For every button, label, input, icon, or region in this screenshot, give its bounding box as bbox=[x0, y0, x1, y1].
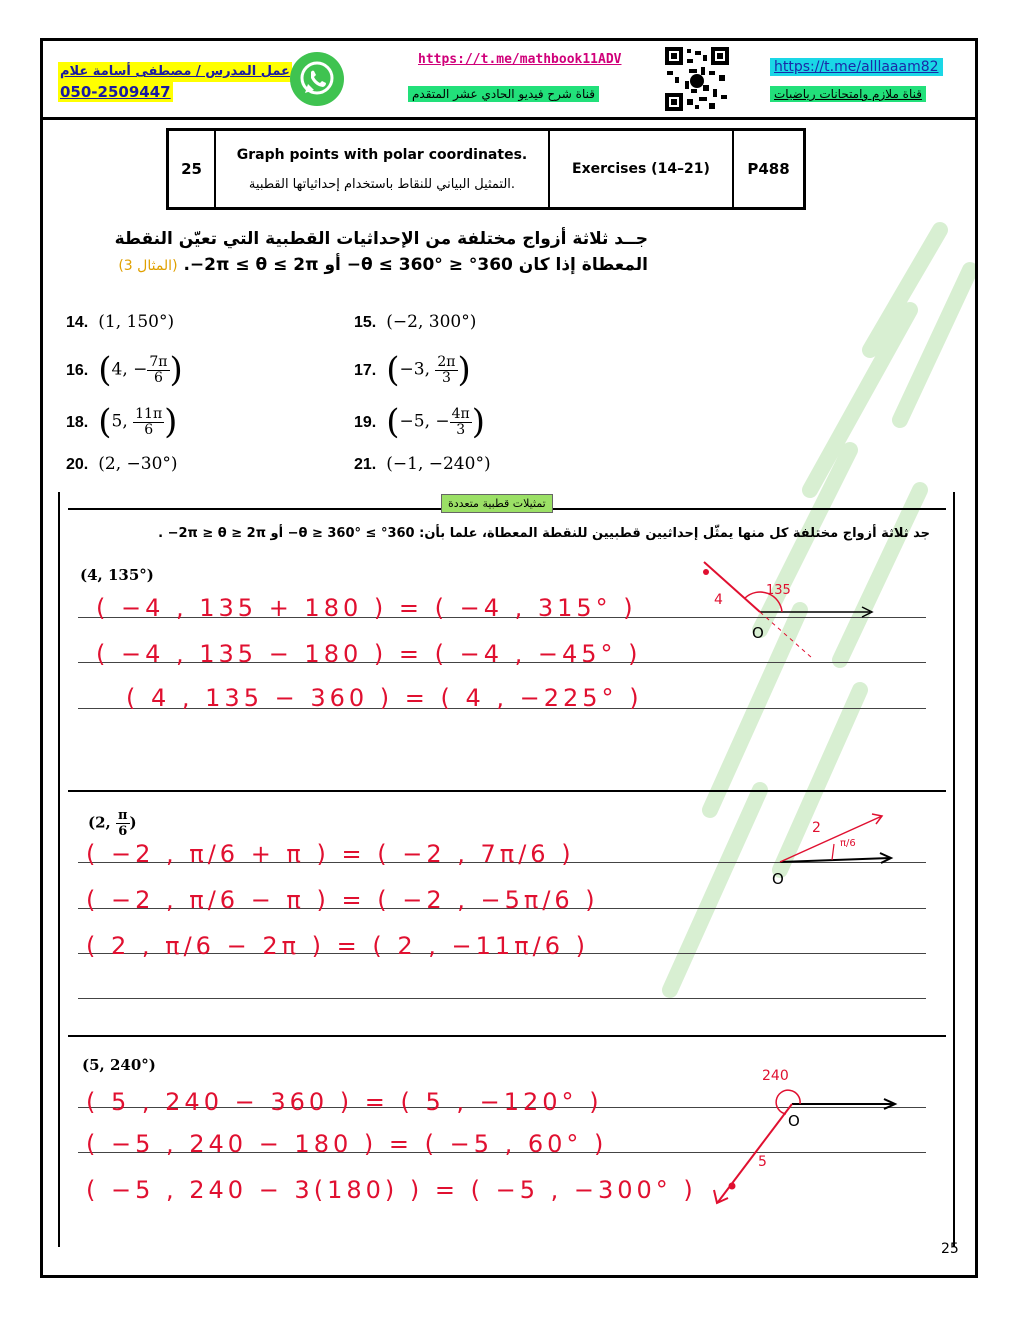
exercise-21: 21. (−1, −240°) bbox=[354, 454, 491, 474]
exercise-19: 19. (−5, − $\frac{4\pi}{3}$ ) bbox=[354, 402, 486, 442]
exercise-15: 15. (−2, 300°) bbox=[354, 312, 477, 332]
problem-3-point: (5, 240°) bbox=[82, 1056, 156, 1074]
example-ref: (المثال 3) bbox=[118, 258, 178, 274]
lesson-title-ar: التمثيل البياني للنقاط باستخدام إحداثياتها القطبية. bbox=[248, 176, 516, 192]
lesson-title-en: Graph points with polar coordinates. bbox=[236, 146, 528, 163]
instruction-line-1: جــد ثلاثة أزواج مختلفة من الإحداثيات القطبية التي تعيّن النقطة bbox=[114, 229, 648, 249]
channel-label-video: قناة شرح فيديو الحادي عشر المتقدم bbox=[408, 86, 599, 102]
instruction bbox=[88, 226, 648, 279]
lesson-page: P488 bbox=[747, 160, 790, 178]
exercise-20: 20. (2, −30°) bbox=[66, 454, 178, 474]
exercise-14: 14. (1, 150°) bbox=[66, 312, 175, 332]
problem-3-sketch-angle: 240 bbox=[762, 1068, 789, 1084]
problem-3-answer-2: ( −5 , 240 − 180 ) = ( −5 , 60° ) bbox=[86, 1130, 608, 1158]
exercise-18: 18. (5, $\frac{11\pi}{6}$ ) bbox=[66, 402, 178, 442]
lesson-exercises: Exercises (14–21) bbox=[550, 131, 734, 207]
telegram-link-video[interactable]: https://t.me/mathbook11ADV bbox=[418, 52, 622, 67]
whatsapp-icon bbox=[290, 52, 344, 106]
problem-1-sketch-r: 4 bbox=[714, 592, 723, 608]
answer-line bbox=[78, 998, 926, 999]
author-block bbox=[58, 62, 292, 104]
problem-3-answer-3: ( −5 , 240 − 3(180) ) = ( −5 , −300° ) bbox=[86, 1176, 697, 1204]
author-name: عمل المدرس / مصطفى أسامة علام bbox=[58, 62, 292, 82]
lesson-table bbox=[166, 128, 806, 210]
problem-1-answer-3: ( 4 , 135 − 360 ) = ( 4 , −225° ) bbox=[126, 684, 643, 712]
problem-2-sketch-angle: π/6 bbox=[840, 838, 856, 849]
problem-3-sketch-origin: O bbox=[788, 1112, 800, 1130]
instruction-line-2: المعطاة إذا كان 360° ≤ θ ≤ 360°− أو 2π ≤ θ ≤ 2π−. (المثال 3) bbox=[118, 255, 648, 275]
channel-label-exams: قناة ملازم وامتحانات رياضيات bbox=[770, 86, 926, 102]
problem-1-sketch-angle: 135 bbox=[766, 583, 791, 598]
problem-3-sketch bbox=[700, 1062, 910, 1212]
problem-2-answer-2: ( −2 , π/6 − π ) = ( −2 , −5π/6 ) bbox=[86, 886, 599, 914]
problem-2-point: (2, $\frac{\pi}{6}$ ) bbox=[88, 808, 137, 839]
exercise-17: 17. (−3, $\frac{2\pi}{3}$ ) bbox=[354, 350, 471, 390]
problem-2-sketch-r: 2 bbox=[812, 820, 821, 836]
author-phone: 050-2509447 bbox=[60, 83, 171, 101]
problem-1-answer-2: ( −4 , 135 − 180 ) = ( −4 , −45° ) bbox=[96, 640, 642, 668]
lesson-title-cell bbox=[216, 131, 550, 207]
section-title: تمثيلات قطبية متعددة bbox=[441, 494, 553, 513]
problem-1-sketch-origin: O bbox=[752, 624, 764, 642]
problem-1-sketch bbox=[690, 560, 890, 665]
qr-code-icon[interactable] bbox=[665, 47, 729, 111]
exercise-16: 16. (4, − $\frac{7\pi}{6}$ ) bbox=[66, 350, 183, 390]
page-number: 25 bbox=[941, 1241, 959, 1257]
problem-2-answer-3: ( 2 , π/6 − 2π ) = ( 2 , −11π/6 ) bbox=[86, 932, 589, 960]
lesson-number: 25 bbox=[169, 131, 216, 207]
problem-2-answer-1: ( −2 , π/6 + π ) = ( −2 , 7π/6 ) bbox=[86, 840, 575, 868]
problem-3-answer-1: ( 5 , 240 − 360 ) = ( 5 , −120° ) bbox=[86, 1088, 603, 1116]
problem-2-sketch-origin: O bbox=[772, 870, 784, 888]
section-question: جد ثلاثة أزواج مختلفة كل منها يمثّل إحداثيين قطبيين للنقطة المعطاة، علما بأن: 360° ≥ θ ≥ 360°− أو 2π ≥ θ ≥ 2π− . bbox=[158, 526, 930, 541]
problem-divider bbox=[68, 1035, 946, 1037]
problem-1-point: (4, 135°) bbox=[80, 566, 154, 584]
problem-divider bbox=[68, 790, 946, 792]
telegram-link-exams[interactable]: https://t.me/alllaaam82 bbox=[770, 58, 943, 76]
header-divider bbox=[43, 117, 975, 120]
problem-3-sketch-r: 5 bbox=[758, 1154, 767, 1170]
problem-2-sketch bbox=[760, 806, 900, 888]
problem-1-answer-1: ( −4 , 135 + 180 ) = ( −4 , 315° ) bbox=[96, 594, 637, 622]
